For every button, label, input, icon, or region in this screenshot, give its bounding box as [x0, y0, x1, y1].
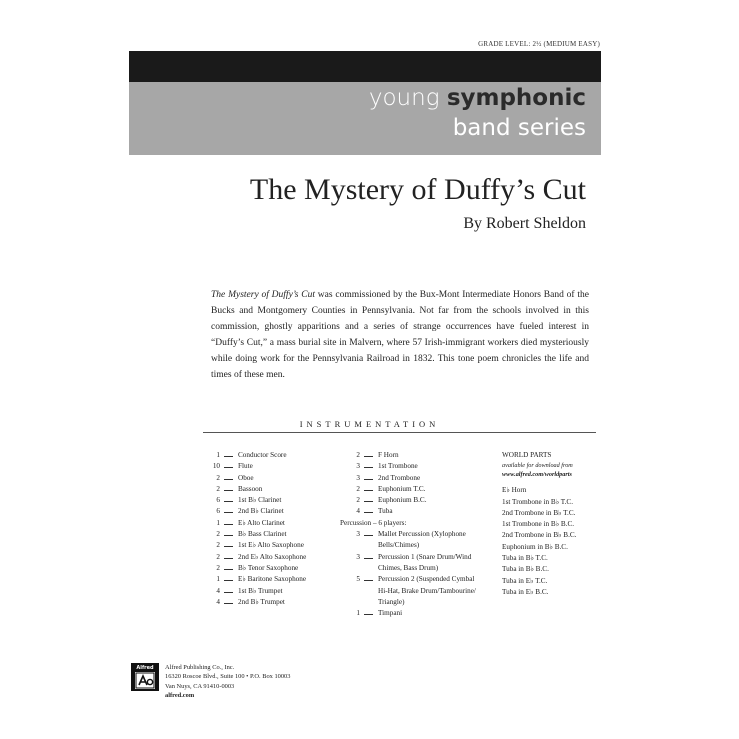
instrument-count: 2	[216, 484, 220, 493]
instrument-count: 2	[216, 473, 220, 482]
dash	[364, 558, 373, 559]
dash	[224, 512, 233, 513]
program-note-text: was commissioned by the Bux-Mont Intermediate Honors Band of the Bucks and Montgomery Counties in Pennsylvania. Not far from the schools involved in this commission, ghostly apparitions and a series of strange occurrences have fueled interest in “Duffy’s Cut,” a mass burial site in Malvern, where 57 Irish-immigrant workers died mysteriously while doing work for the Pennsylvania Railroad in 1832. This tone poem chronicles the life and times of these men.	[211, 290, 589, 380]
instrument-name: 2nd E♭ Alto Saxophone	[238, 552, 307, 561]
instrument-row	[340, 608, 490, 619]
instrument-count: 3	[356, 473, 360, 482]
instrument-name: Timpani	[378, 609, 403, 618]
instrument-row	[200, 484, 340, 495]
instrument-count: 6	[216, 496, 220, 505]
world-part-item: 2nd Trombone in B♭ T.C.	[502, 508, 576, 517]
instrument-name-continuation: Bells/Chimes)	[378, 541, 420, 550]
dash	[364, 614, 373, 615]
world-part-item: Tuba in B♭ T.C.	[502, 554, 548, 563]
dash	[224, 535, 233, 536]
instrument-row	[200, 506, 340, 517]
instrument-name: Euphonium T.C.	[378, 484, 426, 493]
instrument-count: 6	[216, 507, 220, 516]
instrument-row	[340, 552, 490, 563]
program-note	[211, 287, 589, 383]
instrument-count: 2	[356, 496, 360, 505]
instrument-row	[340, 450, 490, 461]
instrument-row-continuation	[340, 597, 490, 608]
instrument-name: 2nd Trombone	[378, 473, 421, 482]
instrument-name-continuation: Chimes, Bass Drum)	[378, 563, 439, 572]
instrument-row	[340, 529, 490, 540]
instrument-count: 1	[216, 451, 220, 459]
composer-credit: By Robert Sheldon	[463, 215, 586, 232]
world-part-item: 2nd Trombone in B♭ B.C.	[502, 531, 577, 540]
instrument-name: 1st Trombone	[378, 462, 418, 471]
percussion-heading: Percussion – 6 players:	[340, 518, 407, 527]
instrument-name: Tuba	[378, 507, 393, 516]
dash	[224, 467, 233, 468]
instrument-count: 2	[356, 451, 360, 459]
dash	[364, 490, 373, 491]
piece-title: The Mystery of Duffy’s Cut	[249, 173, 586, 206]
alfred-logo-emblem	[135, 672, 155, 689]
world-part-item: E♭ Horn	[502, 486, 527, 495]
world-part-item: 1st Trombone in B♭ B.C.	[502, 520, 575, 529]
series-name-line1	[369, 85, 586, 111]
instrument-name: Bassoon	[238, 484, 263, 493]
instrument-row	[340, 473, 490, 484]
world-part-item: Tuba in E♭ T.C.	[502, 576, 548, 585]
publisher-website: alfred.com	[165, 691, 195, 699]
dash	[224, 569, 233, 570]
percussion-heading-row	[340, 518, 490, 529]
dash	[224, 456, 233, 457]
instrument-row	[200, 473, 340, 484]
instrument-count: 2	[216, 541, 220, 550]
instrument-name: E♭ Alto Clarinet	[238, 518, 285, 527]
instrument-row-continuation	[340, 563, 490, 574]
instrument-count: 1	[216, 575, 220, 584]
dash	[224, 580, 233, 581]
instrument-name: 2nd B♭ Trumpet	[238, 597, 285, 606]
world-part-item: Tuba in E♭ B.C.	[502, 587, 549, 596]
alfred-logo	[131, 663, 159, 691]
world-parts-subtitle: available for download from	[502, 462, 573, 470]
instrument-name-continuation: Hi-Hat, Brake Drum/Tambourine/	[378, 586, 476, 595]
instrument-count: 2	[356, 484, 360, 493]
instrument-row-continuation	[340, 586, 490, 597]
instrument-name: B♭ Tenor Saxophone	[238, 563, 299, 572]
publisher-address	[165, 663, 290, 700]
series-word-symphonic: symphonic	[446, 85, 586, 111]
instrument-count: 2	[216, 530, 220, 539]
dash	[224, 524, 233, 525]
instrument-row	[200, 518, 340, 529]
instrument-count: 3	[356, 462, 360, 471]
dash	[364, 479, 373, 480]
instrument-name: 1st E♭ Alto Saxophone	[238, 541, 304, 550]
dash	[224, 558, 233, 559]
instrument-name: Oboe	[238, 473, 254, 482]
instrument-count: 2	[216, 552, 220, 561]
dash	[364, 456, 373, 457]
instrument-row	[340, 495, 490, 506]
instrumentation-column-1	[200, 450, 340, 608]
instrument-count: 1	[216, 518, 220, 527]
world-parts-url: www.alfred.com/worldparts	[502, 471, 572, 479]
instrument-name: B♭ Bass Clarinet	[238, 530, 287, 539]
instrument-row	[340, 574, 490, 585]
instrument-row	[340, 484, 490, 495]
dash	[364, 467, 373, 468]
dash	[364, 535, 373, 536]
instrumentation-rule	[203, 432, 596, 433]
world-parts-title: WORLD PARTS	[502, 451, 552, 459]
world-part-item: 1st Trombone in B♭ T.C.	[502, 497, 574, 506]
instrument-count: 1	[356, 609, 360, 618]
instrument-name: Percussion 2 (Suspended Cymbal	[378, 575, 475, 584]
instrument-count: 2	[216, 563, 220, 572]
instrumentation-heading: INSTRUMENTATION	[299, 419, 440, 429]
instrument-count: 3	[356, 530, 360, 539]
dash	[224, 603, 233, 604]
dash	[224, 479, 233, 480]
instrument-row	[340, 461, 490, 472]
instrument-name: Euphonium B.C.	[378, 496, 427, 505]
instrument-row	[200, 540, 340, 551]
world-part-item: Tuba in B♭ B.C.	[502, 565, 549, 574]
instrument-name: Conductor Score	[238, 451, 287, 459]
series-name-line2: band series	[452, 115, 586, 141]
dash	[224, 490, 233, 491]
publisher-city: Van Nuys, CA 91410-0003	[165, 682, 235, 690]
instrument-count: 5	[356, 575, 360, 584]
instrument-row-continuation	[340, 540, 490, 551]
dash	[224, 592, 233, 593]
instrument-count: 4	[216, 597, 220, 606]
instrument-row	[200, 552, 340, 563]
instrument-row	[200, 586, 340, 597]
header-black-bar	[129, 51, 601, 82]
instrument-row	[200, 574, 340, 585]
instrument-name: E♭ Baritone Saxophone	[238, 575, 307, 584]
instrument-row	[200, 461, 340, 472]
instrument-name: 1st B♭ Clarinet	[238, 496, 282, 505]
instrument-name: Percussion 1 (Snare Drum/Wind	[378, 552, 472, 561]
world-part-item: Euphonium in B♭ B.C.	[502, 542, 568, 551]
instrument-row	[200, 563, 340, 574]
instrument-name-continuation: Triangle)	[378, 597, 405, 606]
dash	[224, 546, 233, 547]
instrument-row	[200, 450, 340, 461]
instrument-name: F Horn	[378, 451, 399, 459]
instrument-row	[200, 495, 340, 506]
instrument-name: Flute	[238, 462, 253, 471]
instrument-row	[340, 506, 490, 517]
series-word-young: young	[368, 85, 440, 111]
alfred-logo-text: Alfred	[136, 665, 154, 671]
world-parts-column	[502, 450, 612, 598]
instrument-count: 4	[356, 507, 360, 516]
instrument-name: 1st B♭ Trumpet	[238, 586, 283, 595]
publisher-street: 16320 Roscoe Blvd., Suite 100 • P.O. Box 10003	[165, 673, 291, 681]
dash	[364, 580, 373, 581]
instrument-count: 3	[356, 552, 360, 561]
instrument-name: 2nd B♭ Clarinet	[238, 507, 284, 516]
instrument-count: 4	[216, 586, 220, 595]
dash	[364, 501, 373, 502]
instrument-row	[200, 529, 340, 540]
instrument-count: 10	[212, 462, 220, 471]
instrumentation-column-2	[340, 450, 490, 619]
instrument-row	[200, 597, 340, 608]
dash	[364, 512, 373, 513]
grade-level: GRADE LEVEL: 2½ (MEDIUM EASY)	[478, 40, 600, 48]
publisher-name: Alfred Publishing Co., Inc.	[165, 664, 235, 671]
dash	[224, 501, 233, 502]
program-note-title: The Mystery of Duffy’s Cut	[211, 290, 315, 300]
instrument-name: Mallet Percussion (Xylophone	[378, 530, 466, 539]
